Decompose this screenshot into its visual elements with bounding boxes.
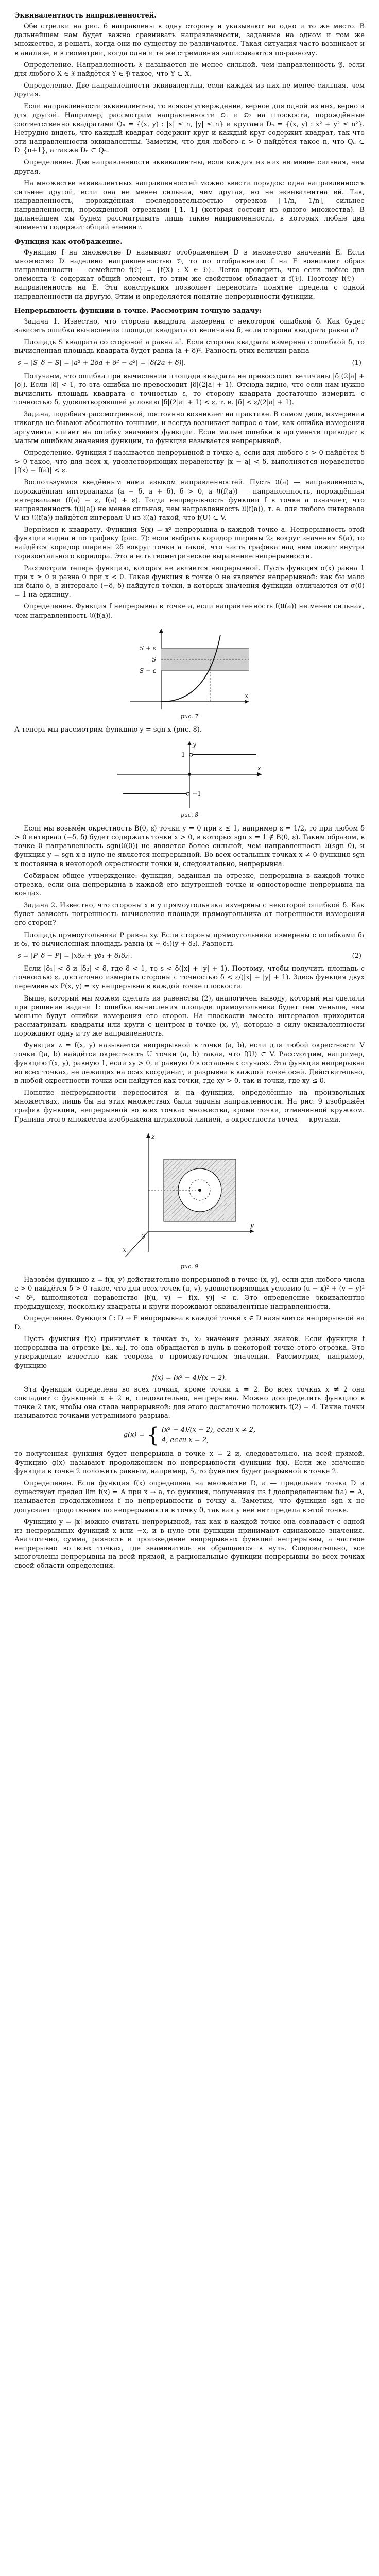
paragraph: Выше, который мы можем сделать из равенства (2), аналогичен выводу, который мы сделали при решении задачи 1: ошибка вычисления площади прямоугольника будет тем меньше, чем меньше будут ошибки измерения его сторон. На плоскости вместо интервалов приходится рассматривать квадраты или круги с центром в точке (x, y), которые в силу эквивалентности порождают одну и ту же направленность. — [14, 994, 365, 1038]
figure-7 — [14, 624, 365, 721]
s-label: S — [152, 655, 157, 663]
paragraph: Задача 2. Известно, что стороны x и y прямоугольника измерены с некоторой ошибкой δ. Как будет зависеть погрешность вычисления площади прямоугольника от погрешности измерения его сторон? — [14, 902, 365, 927]
piecewise-formula — [14, 1425, 365, 1446]
paragraph: Определение. Две направленности эквивалентны, если каждая из них не менее сильная, чем другая. — [14, 82, 365, 99]
paragraph: Определение. Функция f называется непрерывной в точке a, если для любого ε > 0 найдётся δ > 0 такое, что для всех x, удовлетворяющих неравенству |x − a| < δ, выполняется неравенство |f(x) − f(a)| < ε. — [14, 449, 365, 475]
s-plus-label: S + ε — [140, 644, 157, 652]
x-axis-label: x — [245, 691, 248, 699]
paragraph: Воспользуемся введённым нами языком направленностей. Пусть 𝔘(a) — направленность, порождённая интервалами (a − δ, a + δ), δ > 0, а 𝔘(f(a)) — направленность, порождённая интервалами (f(a) − ε, f(a) + ε). Тогда непрерывность функции f в точке a означает, что направленность f(𝔘(a)) не менее сильная, чем направленность 𝔘(f(a)), т. е. для любого интервала V из 𝔘(f(a)) найдётся интервал U из 𝔘(a) такой, что f(U) ⊂ V. — [14, 479, 365, 522]
paragraph: Определение. Направленность 𝔛 называется не менее сильной, чем направленность 𝔜, если для любого X ∈ 𝔛 найдётся Y ∈ 𝔜 такое, что Y ⊂ X. — [14, 61, 365, 78]
paragraph: На множестве эквивалентных направленностей можно ввести порядок: одна направленность сильнее другой, если она не менее сильная, чем другая, но не эквивалентна ей. Так, направленность, порождённая последовательностью отрезков [-1/n, 1/n], сильнее направленности, порождённой отрезками [-1, 1] (которая состоит из одного множества). В дальнейшем мы будем рассматривать лишь такие направленности, в которых любые два элемента содержат общий элемент. — [14, 179, 365, 232]
page — [14, 0, 365, 1586]
document-body — [14, 11, 365, 1571]
display-formula — [14, 359, 365, 367]
figure-9-graph — [117, 1128, 262, 1262]
y-axis-arrow-icon — [187, 741, 192, 745]
x-axis-label: x — [257, 765, 261, 772]
formula-number: (1) — [352, 359, 361, 367]
paragraph: Определение. Функция f непрерывна в точке a, если направленность f(𝔘(a)) не менее сильная, чем направленность 𝔘(f(a)). — [14, 603, 365, 620]
brace-icon: { — [146, 1423, 160, 1447]
formula-number: (2) — [352, 952, 361, 960]
paragraph: Эта функция определена во всех точках, кроме точки x = 2. Во всех точках x ≠ 2 она совпадает с функцией x + 2 и, следовательно, непрерывна. Можно доопределить функцию в точке 2 так, чтобы она стала непрерывной: для этого достаточно положить f(2) = 4. Такие точки называются точками устранимого разрыва. — [14, 1385, 365, 1420]
figure-9 — [14, 1128, 365, 1271]
paragraph: Площадь прямоугольника P равна xy. Если стороны прямоугольника измерены с ошибками δ₁ и δ₂, то вычисленная площадь равна (x + δ₁)(y + δ₂). Разность — [14, 931, 365, 948]
y-one-label: 1 — [181, 751, 185, 759]
y-minus-one-label: −1 — [192, 790, 201, 798]
paragraph: Если мы возьмём окрестность B(0, ε) точки y = 0 при ε ≤ 1, например ε = 1/2, то при любом δ > 0 интервал (−δ, δ) будет содержать точки x > 0, в которых sgn x = 1 ∉ B(0, ε). Таким образом, в точке 0 направленность sgn(𝔘(0)) не является более сильной, чем направленность 𝔘(sgn 0), и функция y = sgn x в нуле не является непрерывной. Во всех остальных точках x ≠ 0 функция sgn x постоянна в некоторой окрестности точки и, следовательно, непрерывна. — [14, 824, 365, 868]
open-dot-top-icon — [190, 753, 193, 756]
paragraph: Функцию f на множестве D называют отображением D в множество значений E. Если множество D наделено направленностью 𝔇, то по отображению f на E возникает образ направленности — семейство f(𝔇) = {f(X) : X ∈ 𝔇}. Легко проверить, что если любые два элемента 𝔇 содержат общий элемент, то этим же свойством обладает и f(𝔇). Поэтому f(𝔇) — направленность на E. Эта конструкция позволяет переносить понятие предела с одной направленности на другую. Этим и определяется понятие непрерывности функции. — [14, 248, 365, 301]
open-dot-bottom-icon — [186, 792, 190, 795]
section-heading: Непрерывность функции в точке. Рассмотрим точную задачу: — [14, 307, 262, 315]
section-heading: Эквивалентность направленностей. — [14, 12, 157, 20]
y-axis-label: y — [250, 1221, 254, 1229]
z-axis-arrow-icon — [146, 1133, 150, 1138]
x-axis-label: x — [123, 1246, 126, 1253]
piecewise-cases — [162, 1426, 255, 1444]
paragraph: Если направленности эквивалентны, то всякое утверждение, верное для одной из них, верно и для другой. Например, рассмотрим направленности 𝔔₁ и 𝔔₂ на плоскости, порождённые соответственно квадратами Qₙ = {(x, y) : |x| ≤ n, |y| ≤ n} и кругами Dₙ = {(x, y) : x² + y² ≤ n²}. Нетрудно видеть, что каждый квадрат содержит круг и каждый круг содержит квадрат, так что эти направленности эквивалентны. Заметим, что для любого ε > 0 найдётся такое n, что Qₙ ⊂ D_{n+1}, а также Dₙ ⊂ Qₙ. — [14, 103, 365, 155]
paragraph: Определение. Функция f : D → E непрерывна в каждой точке x ∈ D называется непрерывной на D. — [14, 1314, 365, 1332]
figure-8-graph — [112, 738, 267, 810]
paragraph: Площадь S квадрата со стороной a равна a². Если сторона квадрата измерена с ошибкой δ, то вычисленная площадь квадрата будет равна (a + δ)². Разность этих величин равна — [14, 338, 365, 355]
y-axis-arrow-icon — [159, 629, 163, 633]
x-axis-arrow-icon — [245, 700, 249, 704]
piecewise-case: 4, если x = 2, — [161, 1436, 209, 1444]
paragraph: то полученная функция будет непрерывна в точке x = 2 и, следовательно, на всей прямой. Функцию g(x) называют продолжением по непрерывности функции f(x). Если же значение функции в точке 2 положить равным, например, 5, то функция будет разрывной в точке 2. — [14, 1450, 365, 1476]
figure-7-caption: рис. 7 — [180, 713, 199, 720]
paragraph: Вернёмся к квадрату. Функция S(x) = x² непрерывна в каждой точке a. Непрерывность этой функции видна и по графику (рис. 7): если выбрать коридор ширины 2ε вокруг значения S(a), то найдётся коридор ширины 2δ вокруг точки a такой, что часть графика над ним лежит внутри горизонтального коридора. Это и есть геометрическое выражение непрерывности. — [14, 526, 365, 561]
section-heading: Функция как отображение. — [14, 238, 123, 246]
paragraph: Рассмотрим теперь функцию, которая не является непрерывной. Пусть функция σ(x) равна 1 при x ≥ 0 и равна 0 при x < 0. Такая функция в точке 0 не является непрерывной: как бы мало ни было δ, в интервале (−δ, δ) найдутся точки, в которых значения функции отличаются от σ(0) = 1 на единицу. — [14, 564, 365, 599]
figure-8 — [14, 738, 365, 819]
paragraph: Функция z = f(x, y) называется непрерывной в точке (a, b), если для любой окрестности V точки f(a, b) найдётся окрестность U точки (a, b) такая, что f(U) ⊂ V. Рассмотрим, например, функцию f(x, y), равную 1, если xy > 0, и равную 0 в остальных случаях. Эта функция непрерывна во всех точках, не лежащих на осях координат, и разрывна в каждой точке осей. Действительно, в любой окрестности точки оси найдутся как точки, где xy > 0, так и точки, где xy ≤ 0. — [14, 1042, 365, 1085]
figure-8-caption: рис. 8 — [180, 811, 199, 819]
paragraph: Функцию y = |x| можно считать непрерывной, так как в каждой точке она совпадает с одной из непрерывных функций x или −x, и в нуле эти функции принимают одинаковые значения. Аналогично, сумма, разность и произведение непрерывных функций непрерывны, а частное непрерывно во всех точках, где знаменатель не обращается в нуль. Следовательно, все многочлены непрерывны на всей прямой, а рациональные функции непрерывны во всех точках своей области определения. — [14, 1518, 365, 1570]
figure-9-caption: рис. 9 — [180, 1263, 199, 1270]
centered-formula: f(x) = (x² − 4)/(x − 2). — [152, 1374, 227, 1382]
origin-label: 0 — [141, 1232, 145, 1240]
formula-text: s = |P_δ − P| = |xδ₂ + yδ₁ + δ₁δ₂|. — [18, 952, 132, 960]
paragraph: Если |δ₁| < δ и |δ₂| < δ, где δ < 1, то s < δ(|x| + |y| + 1). Поэтому, чтобы получить площадь с точностью ε, достаточно измерить стороны с точностью δ < ε/(|x| + |y| + 1). Здесь функция двух переменных P(x, y) = xy непрерывна в каждой точке плоскости. — [14, 965, 365, 991]
formula-text: s = |S_δ − S| = |a² + 2δa + δ² − a²| = |δ(2a + δ)|. — [18, 359, 186, 367]
y-axis-label: y — [193, 741, 196, 749]
y-axis-arrow-icon — [250, 1229, 254, 1233]
paragraph: Обе стрелки на рис. 6 направлены в одну сторону и указывают на одно и то же место. В дальнейшем нам будет важно сравнивать направленности, заданные на одном и том же множестве, и решать, когда они по существу не различаются. Такая ситуация часто возникает и в анализе, и в геометрии, когда одни и те же стремления записываются по-разному. — [14, 23, 365, 57]
s-minus-label: S − ε — [140, 667, 157, 674]
paragraph: Определение. Если функция f(x) определена на множестве D, a — предельная точка D и существует предел lim f(x) = A при x → a, то функция, полученная из f доопределением f(a) = A, называется продолжением f по непрерывности в точку a. Заметим, что функция sgn x не допускает продолжения по непрерывности в точку 0, так как у неё нет предела в этой точке. — [14, 1480, 365, 1514]
paragraph: Задача 1. Известно, что сторона квадрата измерена с некоторой ошибкой δ. Как будет зависеть ошибка вычисления площади квадрата от величины δ, если сторона квадрата равна a? — [14, 317, 365, 334]
paragraph: Назовём функцию z = f(x, y) действительно непрерывной в точке (x, y), если для любого числа ε > 0 найдётся δ > 0 такое, что для всех точек (u, v), удовлетворяющих условию (u − x)² + (v − y)² < δ², выполняется неравенство |f(u, v) − f(x, y)| < ε. Это определение эквивалентно предыдущему, поскольку квадраты и круги порождают эквивалентные направленности. — [14, 1276, 365, 1311]
paragraph: Получаем, что ошибка при вычислении площади квадрата не превосходит величины |δ|(2|a| + |δ|). Если |δ| < 1, то эта ошибка не превосходит |δ|(2|a| + 1). Отсюда видно, что если нам нужно вычислить площадь квадрата с точностью ε, то сторону квадрата достаточно измерить с точностью δ, удовлетворяющей условию |δ|(2|a| + 1) < ε, т. е. |δ| < ε/(2|a| + 1). — [14, 372, 365, 407]
piecewise-lhs: g(x) = — [123, 1431, 145, 1439]
display-formula — [14, 952, 365, 960]
z-axis-label: z — [151, 1132, 155, 1140]
paragraph: Пусть функция f(x) принимает в точках x₁, x₂ значения разных знаков. Если функция f непрерывна на отрезке [x₁, x₂], то она обращается в нуль в некоторой точке этого отрезка. Это утверждение известно как теорема о промежуточном значении. Рассмотрим, например, функцию — [14, 1335, 365, 1370]
x-axis-arrow-icon — [257, 772, 262, 776]
figure-7-graph — [125, 624, 254, 712]
piecewise-case: (x² − 4)/(x − 2), если x ≠ 2, — [161, 1426, 256, 1434]
paragraph: Задача, подобная рассмотренной, постоянно возникает на практике. В самом деле, измерения никогда не бывают абсолютно точными, и всегда возникает вопрос о том, как ошибка измерения аргумента влияет на ошибку значения функции. Если малые ошибки в аргументе приводят к малым ошибкам значения функции, то функция называется непрерывной. — [14, 411, 365, 445]
paragraph: Собираем общее утверждение: функция, заданная на отрезке, непрерывна в каждой точке отрезка, если она непрерывна в каждой его внутренней точке и односторонне непрерывна на концах. — [14, 872, 365, 897]
paragraph: Понятие непрерывности переносится и на функции, определённые на произвольных множествах, лишь бы на этих множествах были заданы направленности. На рис. 9 изображён график функции, непрерывной во всех точках множества, кроме точки, отмеченной кружком. Граница этого множества изображена штриховой линией, а окрестности точек — кругами. — [14, 1089, 365, 1124]
paragraph: Определение. Две направленности эквивалентны, если каждая из них не менее сильная, чем другая. — [14, 159, 365, 176]
origin-dot-icon — [188, 773, 191, 776]
paragraph: А теперь мы рассмотрим функцию y = sgn x (рис. 8). — [14, 726, 202, 734]
